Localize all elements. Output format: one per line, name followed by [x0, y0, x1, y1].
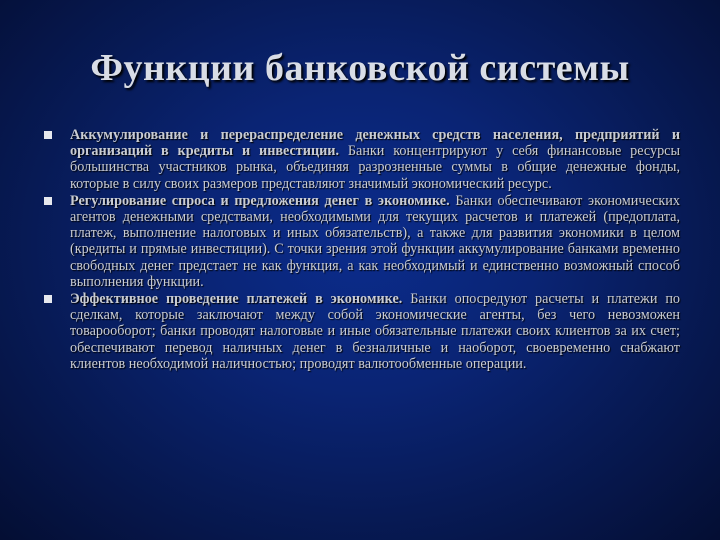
bullet-item [42, 291, 680, 372]
bullet-body: Банки концентрируют у себя финансовые ресурсы большинства участников рынка, объединяя разрозненные суммы в общие денежные фонды, которые в силу своих размеров представляют значимый экономический ресурс. [70, 143, 680, 192]
bullet-text [70, 291, 680, 372]
square-bullet-icon [44, 197, 52, 205]
square-bullet-icon [44, 295, 52, 303]
bullet-body: Банки опосредуют расчеты и платежи по сделкам, которые заключают между собой экономические агенты, без чего невозможен товарооборот; банки проводят налоговые и иные обязательные платежи своих клиентов за их счет; обеспечивают перевод наличных денег в безналичные и наоборот, своевременно снабжают клиентов необходимой наличностью; проводят валютообменные операции. [70, 291, 681, 372]
bullet-lead: Регулирование спроса и предложения денег в экономике. [70, 192, 450, 209]
square-bullet-icon [44, 131, 52, 139]
bullet-item [42, 193, 680, 290]
bullet-text [70, 193, 680, 290]
bullet-list [42, 127, 680, 373]
bullet-body: Банки обеспечивают экономических агентов денежными средствами, необходимыми для текущих расчетов и платежей (предоплата, платеж, выполнение налоговых и иных обязательств), а также для развития экономики в целом (кредиты и прямые инвестиции). С точки зрения этой функции аккумулирование банками временно свободных денег предстает не как функция, а как необходимый и единственно возможный способ выполнения функции. [70, 192, 680, 290]
bullet-lead: Аккумулирование и перераспределение денежных средств населения, предприятий и организаций в кредиты и инвестиции. [70, 127, 680, 160]
slide-title: Функции банковской системы [90, 47, 630, 89]
bullet-item [42, 127, 680, 192]
bullet-lead: Эффективное проведение платежей в экономике. [70, 291, 403, 308]
bullet-text [70, 127, 680, 192]
